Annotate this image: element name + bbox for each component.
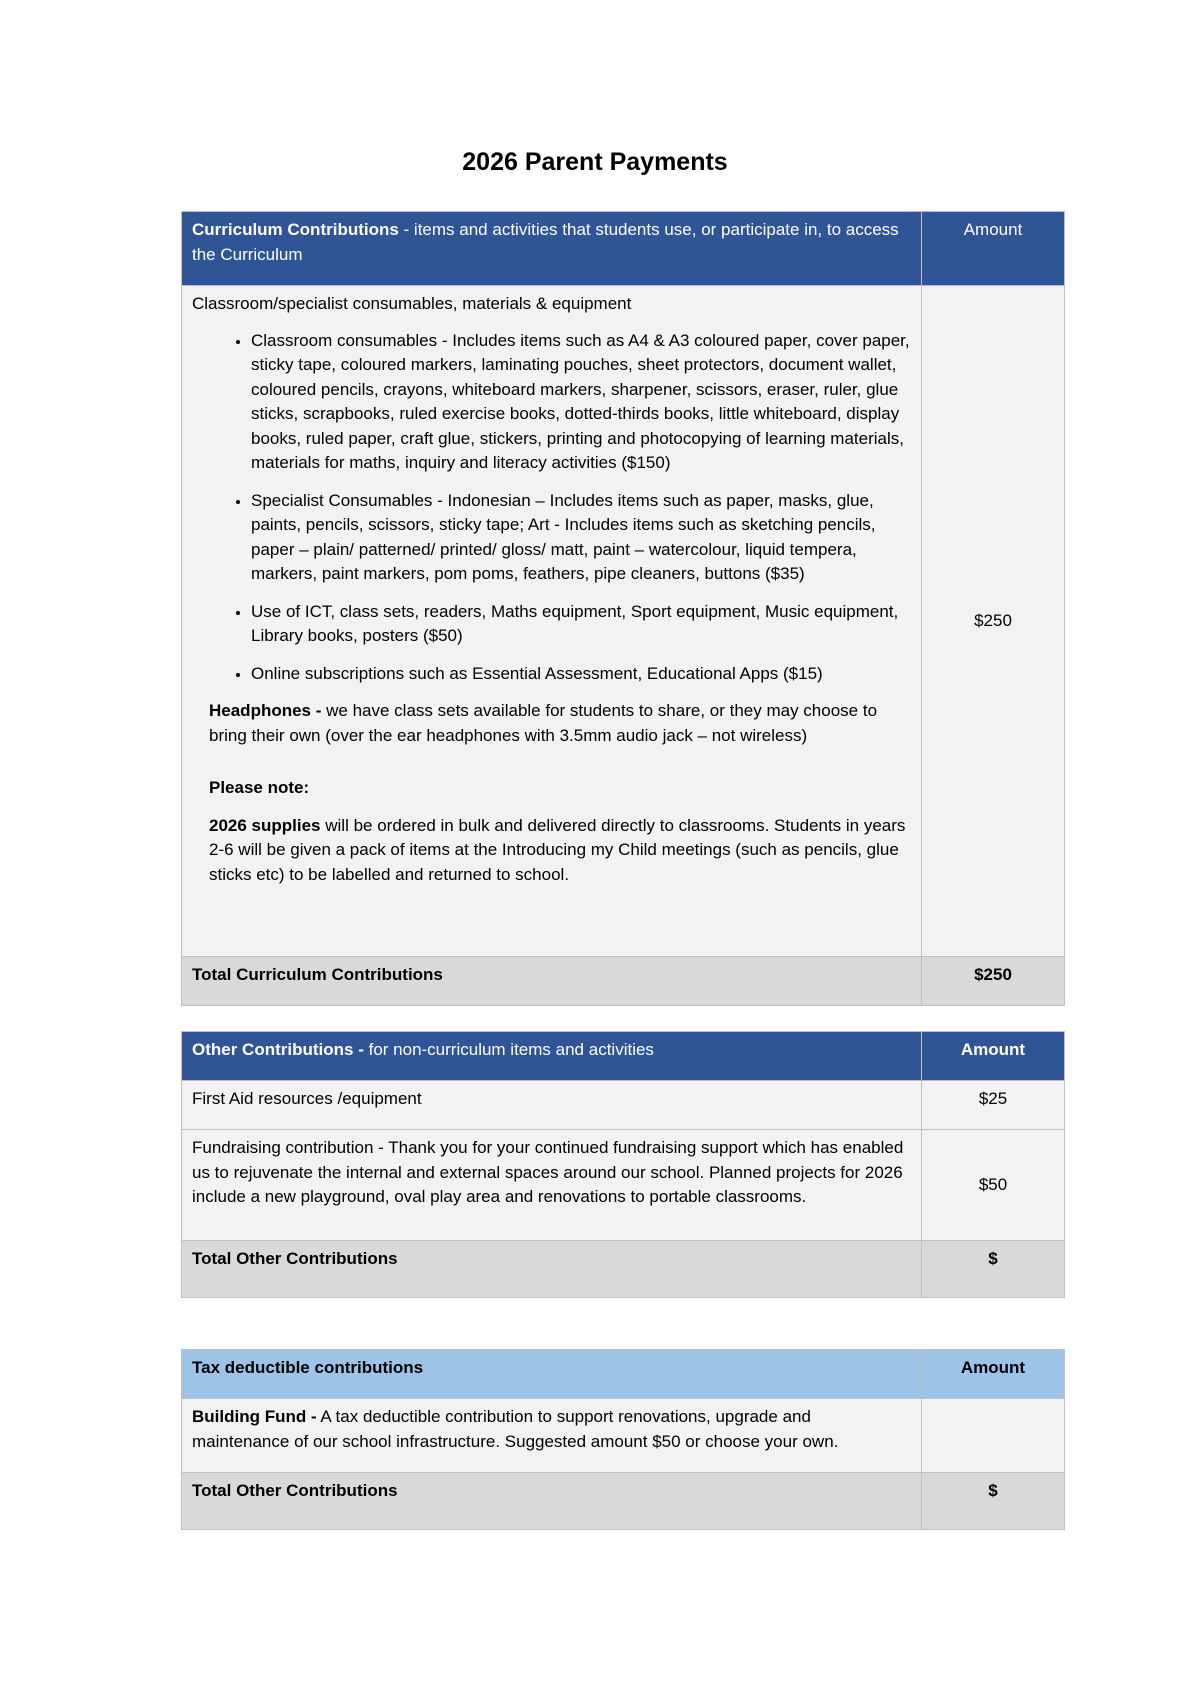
building-fund-text: A tax deductible contribution to support renovations, upgrade and maintenance of our school infrastructure. Suggested amount $50 or choose your own. bbox=[192, 1407, 839, 1451]
tax-amount-header: Amount bbox=[922, 1350, 1065, 1399]
tax-total-row bbox=[182, 1473, 1065, 1530]
curriculum-amount-header: Amount bbox=[922, 212, 1065, 286]
other-total-amount: $ bbox=[922, 1241, 1065, 1298]
supplies-note bbox=[192, 814, 911, 888]
list-item: • Use of ICT, class sets, readers, Maths equipment, Sport equipment, Music equipment, Library books, posters ($50) bbox=[251, 600, 911, 649]
headphones-text: we have class sets available for students to share, or they may choose to bring their own (over the ear headphones with 3.5mm audio jack – not wireless) bbox=[209, 701, 878, 745]
list-item: • Classroom consumables - Includes items such as A4 & A3 coloured paper, cover paper, sticky tape, coloured markers, laminating pouches, sheet protectors, document wallet, coloured pencils, crayons, whiteboard markers, sharpener, scissors, eraser, ruler, glue sticks, scrapbooks, ruled exercise books, dotted-thirds books, little whiteboard, display books, ruled paper, craft glue, stickers, printing and photocopying of learning materials, materials for maths, inquiry and literacy activities ($150) bbox=[251, 329, 911, 476]
curriculum-header-cell bbox=[182, 212, 922, 286]
other-amount-header: Amount bbox=[922, 1032, 1065, 1081]
curriculum-total-row bbox=[182, 957, 1065, 1006]
other-contributions-table bbox=[181, 1031, 1065, 1298]
curriculum-body-row bbox=[182, 286, 1065, 957]
table-row bbox=[182, 1081, 1065, 1130]
table-row bbox=[182, 1399, 1065, 1473]
curriculum-intro: Classroom/specialist consumables, materials & equipment bbox=[192, 294, 632, 313]
fundraising-amount: $50 bbox=[922, 1130, 1065, 1241]
other-total-row bbox=[182, 1241, 1065, 1298]
headphones-note bbox=[192, 699, 911, 748]
supplies-label: 2026 supplies bbox=[209, 815, 321, 835]
tax-header-row bbox=[182, 1350, 1065, 1399]
please-note-heading: Please note: bbox=[209, 778, 310, 797]
list-item: • Specialist Consumables - Indonesian – Includes items such as paper, masks, glue, paints, pencils, scissors, sticky tape; Art - Includes items such as sketching pencils, paper – plain/ patterned/ printed/ gloss/ matt, paint – watercolour, liquid tempera, markers, paint markers, pom poms, feathers, pipe cleaners, buttons ($35) bbox=[251, 489, 911, 587]
fundraising-label: Fundraising contribution - Thank you for your continued fundraising support which has enabled us to rejuvenate the internal and external spaces around our school. Planned projects for 2026 include a new playground, oval play area and renovations to portable classrooms. bbox=[182, 1130, 922, 1241]
curriculum-item-list bbox=[192, 329, 911, 687]
tax-total-amount: $ bbox=[922, 1473, 1065, 1530]
curriculum-header-text: - items and activities that students use, or participate in, to access the Curriculum bbox=[192, 220, 899, 264]
table-row bbox=[182, 1130, 1065, 1241]
building-fund-label: Building Fund - bbox=[192, 1407, 317, 1426]
curriculum-header-row bbox=[182, 212, 1065, 286]
curriculum-total-amount: $250 bbox=[922, 957, 1065, 1006]
curriculum-details-cell bbox=[182, 286, 922, 957]
page-title: 2026 Parent Payments bbox=[462, 148, 728, 176]
first-aid-amount: $25 bbox=[922, 1081, 1065, 1130]
other-header-cell bbox=[182, 1032, 922, 1081]
supplies-text: will be ordered in bulk and delivered directly to classrooms. Students in years 2-6 will be given a pack of items at the Introducing my Child meetings (such as pencils, glue sticks etc) to be labelled and returned to school. bbox=[209, 815, 906, 884]
building-fund-amount bbox=[922, 1399, 1065, 1473]
curriculum-total-label: Total Curriculum Contributions bbox=[182, 957, 922, 1006]
curriculum-header-bold: Curriculum Contributions bbox=[192, 220, 399, 239]
building-fund-cell bbox=[182, 1399, 922, 1473]
other-total-label: Total Other Contributions bbox=[182, 1241, 922, 1298]
headphones-label: Headphones - bbox=[209, 701, 322, 720]
list-item: • Online subscriptions such as Essential Assessment, Educational Apps ($15) bbox=[251, 662, 911, 687]
tax-header-label: Tax deductible contributions bbox=[182, 1350, 922, 1399]
curriculum-table bbox=[181, 211, 1065, 1006]
other-header-bold: Other Contributions - bbox=[192, 1040, 364, 1059]
tax-total-label: Total Other Contributions bbox=[182, 1473, 922, 1530]
first-aid-label: First Aid resources /equipment bbox=[182, 1081, 922, 1130]
tax-deductible-table bbox=[181, 1349, 1065, 1530]
curriculum-amount: $250 bbox=[922, 286, 1065, 957]
other-header-text: for non-curriculum items and activities bbox=[363, 1040, 654, 1059]
other-header-row bbox=[182, 1032, 1065, 1081]
